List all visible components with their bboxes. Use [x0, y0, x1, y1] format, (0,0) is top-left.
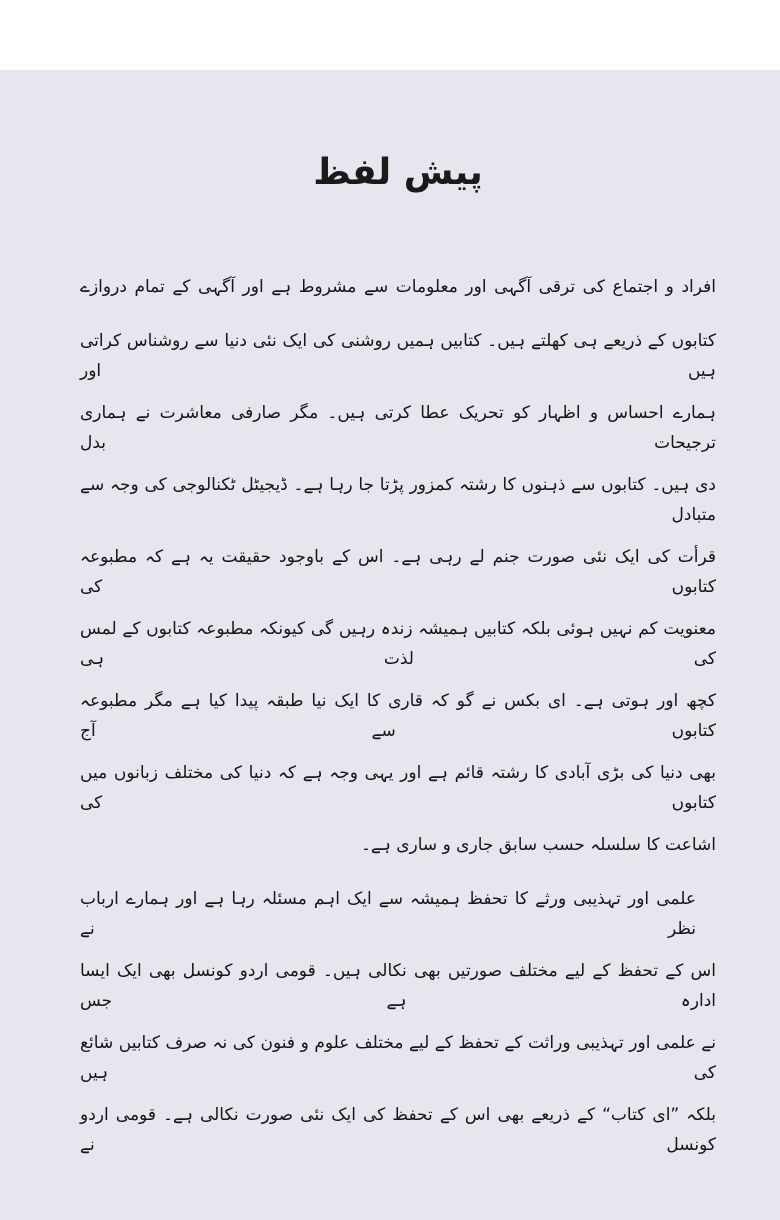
text-line: بھی دنیا کی بڑی آبادی کا رشتہ قائم ہے اور یہی وجہ ہے کہ دنیا کی مختلف زبانوں میں کتابوں کی: [80, 763, 716, 813]
text-line: اشاعت کا سلسلہ حسب سابق جاری و ساری ہے۔: [360, 835, 716, 855]
body-text: [80, 260, 716, 1160]
text-line: معنویت کم نہیں ہوئی بلکہ کتابیں ہمیشہ زندہ رہیں گی کیونکہ مطبوعہ کتابوں کے لمس کی لذت ہی: [80, 619, 716, 669]
text-line: کچھ اور ہوتی ہے۔ ای بکس نے گو کہ قاری کا ایک نیا طبقہ پیدا کیا ہے مگر مطبوعہ کتابوں سے آج: [80, 691, 716, 741]
scanned-page: [0, 70, 780, 1220]
text-line: دی ہیں۔ کتابوں سے ذہنوں کا رشتہ کمزور پڑتا جا رہا ہے۔ ڈیجیٹل ٹکنالوجی کی وجہ سے متبادل: [80, 475, 716, 525]
text-line: علمی اور تہذیبی ورثے کا تحفظ ہمیشہ سے ایک اہم مسئلہ رہا ہے اور ہمارے ارباب نظر نے: [80, 889, 696, 939]
text-line: بلکہ ”ای کتاب“ کے ذریعے بھی اس کے تحفظ کی ایک نئی صورت نکالی ہے۔ قومی اردو کونسل نے: [80, 1105, 716, 1155]
text-line: اس کے تحفظ کے لیے مختلف صورتیں بھی نکالی ہیں۔ قومی اردو کونسل بھی ایک ایسا ادارہ ہے جس: [80, 961, 716, 1011]
text-line: کتابوں کے ذریعے ہی کھلتے ہیں۔ کتابیں ہمیں روشنی کی ایک نئی دنیا سے روشناس کراتی ہیں اور: [80, 331, 716, 381]
text-line: نے علمی اور تہذیبی وراثت کے تحفظ کے لیے مختلف علوم و فنون کی نہ صرف کتابیں شائع کی ہیں: [80, 1033, 716, 1083]
text-line: افراد و اجتماع کی ترقی آگہی اور معلومات سے مشروط ہے اور آگہی کے تمام دروازے: [80, 277, 716, 297]
text-line: ہمارے احساس و اظہار کو تحریک عطا کرتی ہیں۔ مگر صارفی معاشرت نے ہماری ترجیحات بدل: [80, 403, 716, 453]
page-title: پیش لفظ: [313, 152, 483, 193]
text-line: قرأت کی ایک نئی صورت جنم لے رہی ہے۔ اس کے باوجود حقیقت یہ ہے کہ مطبوعہ کتابوں کی: [80, 547, 716, 597]
